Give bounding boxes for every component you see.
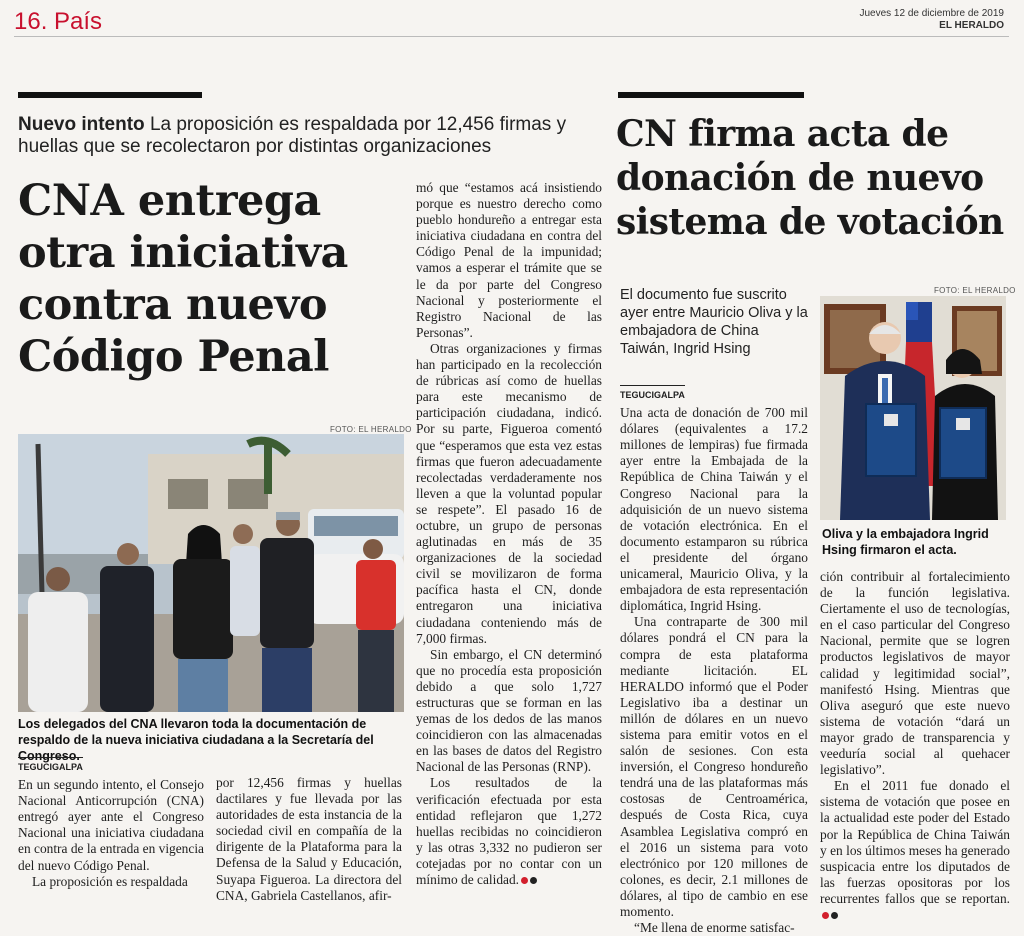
left-column-1 <box>18 757 204 890</box>
right-col2-para <box>820 778 1010 923</box>
right-column-1 <box>620 385 808 936</box>
right-dek: El documento fue suscrito ayer entre Mauricio Oliva y la embajadora de China Taiwán, Ingrid Hsing <box>620 287 808 357</box>
right-photo-credit: FOTO: EL HERALDO <box>934 286 1016 295</box>
left-story-bar <box>18 92 202 98</box>
left-col3-para <box>416 775 602 888</box>
page-header-info <box>859 8 1004 32</box>
left-headline: CNA entrega otra iniciativa contra nuevo Código Penal <box>18 176 348 382</box>
signing-photo <box>820 296 1006 520</box>
right-col2-final: En el 2011 fue donado el sistema de votación que posee en la actualidad este poder del Estado por la República de China Taiwán y en los últimos meses ha generado suspicacia entre los diputados de las fuerzas opositoras por los recurrentes fallos que se reportan. <box>820 778 1010 906</box>
header-rule <box>14 36 1009 37</box>
kicker-label: Nuevo intento <box>18 114 145 135</box>
left-col1-para: La proposición es respaldada <box>32 873 188 889</box>
endmark-red-icon <box>521 877 528 884</box>
kicker-text: La proposición es respaldada por 12,456 firmas y huellas que se recolectaron por distintas organizaciones <box>18 114 567 157</box>
endmark-dark-icon <box>530 877 537 884</box>
right-column-2 <box>820 569 1010 923</box>
left-column-2 <box>216 775 402 904</box>
left-col3-para: Otras organizaciones y firmas han participado en la recolección de rúbricas así como de huellas para este mecanismo de participación ciudadana, indicó. Por su parte, Figueroa comentó que “esperamos que esta vez estas firmas que fueron adecuadamente recolectadas verdaderamente nos lleven a que la voluntad popular se respete”. El pasado 16 de octubre, un grupo de personas aglutinadas en más de 35 organizaciones de la sociedad civil se movilizaron de forma pacífica hasta el CN, donde entregaron una iniciativa ciudadana conteniendo más de 7,000 firmas. <box>416 340 602 646</box>
right-photo-caption: Oliva y la embajadora Ingrid Hsing firmaron el acta. <box>822 527 989 557</box>
right-col1-para: “Me llena de enorme satisfac- <box>634 920 795 936</box>
right-col2-para: ción contribuir al fortalecimiento de la función legislativa. Ciertamente el uso de tecnologías, en el caso particular del Congreso Nacional, permite que se logren productos legislativos de mayor calidad y legitimidad social”, manifestó Hsing. Mientras que Oliva aseguró que este nuevo sistema de votación “dará un mayor grado de transparencia y veeduría social al quehacer legislativo”. <box>820 569 1010 778</box>
right-headline: CN firma acta de donación de nuevo sistema de votación <box>616 113 1004 243</box>
signing-photo-illustration <box>820 296 1006 520</box>
left-col2-para: por 12,456 firmas y huellas dactilares y fue llevada por las autoridades de esta instancia de la sociedad civil en compañía de la dirigente de la Plataforma para la Defensa de la Salud y Educación, Suyapa Figueroa. La directora del CNA, Gabriela Castellanos, afir- <box>216 775 402 903</box>
left-col3-para: mó que “estamos acá insistiendo porque es nuestro derecho como pueblo hondureño a entregar esta iniciativa ciudadana en contra del Código Penal de la impunidad; vamos a esperar el trámite que se le da por parte del Congreso Nacional y posteriormente el Registro Nacional de las Personas”. <box>416 180 602 340</box>
right-dateline: TEGUCIGALPA <box>620 385 685 403</box>
left-photo-credit: FOTO: EL HERALDO <box>330 425 412 434</box>
section-title: 16. País <box>14 8 103 35</box>
right-story-bar <box>618 92 804 98</box>
protest-photo <box>18 434 404 712</box>
issue-date: Jueves 12 de diciembre de 2019 <box>859 8 1004 19</box>
endmark-red-icon <box>822 912 829 919</box>
right-col1-para: Una contraparte de 300 mil dólares pondrá el CN para la compra de esta plataforma mediante licitación. EL HERALDO informó que el Poder Legislativo iba a destinar un millón de dólares en un nuevo sistema para emitir votos en el salón de sesiones. Con esta inversión, el Congreso hondureño tendrá una de las plataformas más costosas de Centroamérica, después de Costa Rica, cuya Asamblea Legislativa compró en el 2016 un sistema para voto electrónico por 120 millones de colones, es decir, 2.1 millones de dólares, al tipo de cambio en ese momento. <box>620 614 808 919</box>
left-kicker <box>18 114 598 158</box>
protest-photo-illustration <box>18 434 404 712</box>
left-col1-para: En un segundo intento, el Consejo Nacional Anticorrupción (CNA) entregó ayer ante el Congreso Nacional una iniciativa ciudadana en contra de la entrada en vigencia del nuevo Código Penal. <box>18 777 204 873</box>
left-col3-para: Sin embargo, el CN determinó que no procedía esta proposición debido a que solo 1,727 estructuras que se forman en las yemas de los dedos de las manos coincidieron con las almacenadas en las bases de datos del Registro Nacional de las Personas (RNP). <box>416 646 602 775</box>
left-photo-caption: Los delegados del CNA llevaron toda la documentación de respaldo de la nueva iniciativa ciudadana a la Secretaría del Congreso. <box>18 717 374 763</box>
endmark-dark-icon <box>831 912 838 919</box>
left-dateline: TEGUCIGALPA <box>18 757 83 775</box>
right-col1-para: Una acta de donación de 700 mil dólares (equivalentes a 17.2 millones de lempiras) fue firmada ayer entre la Embajada de la República de China Taiwán y el Congreso Nacional para la adquisición de un nuevo sistema de votación electrónica. En el documento estamparon su rúbrica el presidente del órgano unicameral, Mauricio Oliva, y la embajadora de esta representación diplomática, Ingrid Hsing. <box>620 405 808 614</box>
left-col3-final: Los resultados de la verificación efectuada por esta entidad reflejaron que 1,272 huellas recibidas no coincidieron y las otras 3,332 no pudieron ser cotejadas por no contar con un mínimo de calidad. <box>416 775 602 888</box>
publication-name: EL HERALDO <box>939 20 1004 31</box>
left-column-3 <box>416 180 602 888</box>
